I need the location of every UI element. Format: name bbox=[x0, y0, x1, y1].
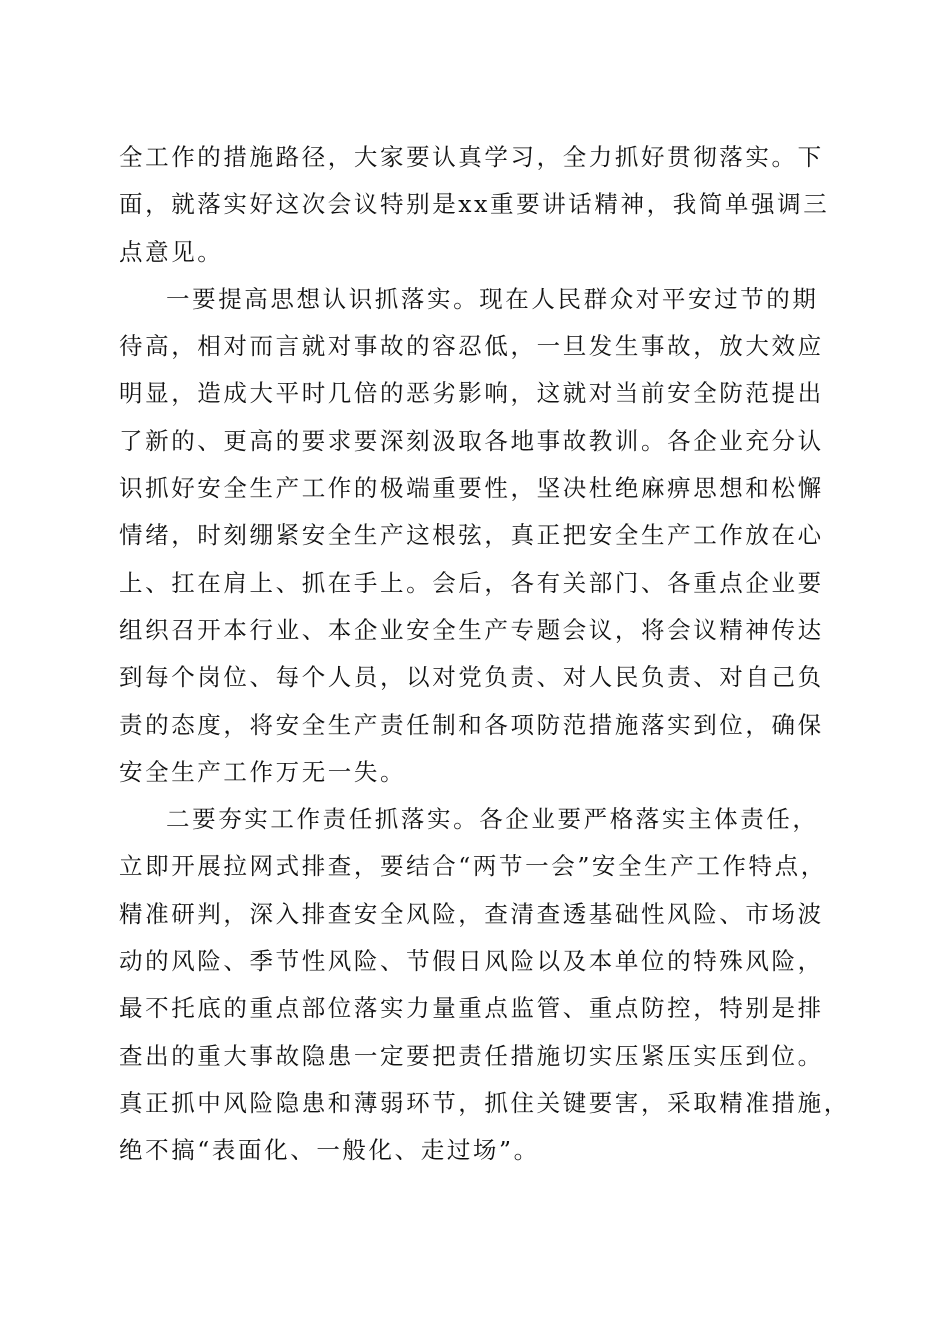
text-line: 了新的、更高的要求要深刻汲取各地事故教训。各企业充分认 bbox=[119, 426, 824, 455]
paragraph-intro bbox=[119, 134, 835, 276]
text-line: 全工作的措施路径，大家要认真学习，全力抓好贯彻落实。下 bbox=[119, 143, 824, 171]
text-line: 绝不搞“表面化、一般化、走过场”。 bbox=[119, 1136, 540, 1165]
text-line: 安全生产工作万无一失。 bbox=[119, 757, 407, 786]
text-line: 动的风险、季节性风险、节假日风险以及本单位的特殊风险， bbox=[119, 947, 824, 976]
paragraph-point-two bbox=[119, 796, 850, 1174]
text-line: 明显，造成大平时几倍的恶劣影响，这就对当前安全防范提出 bbox=[119, 379, 824, 408]
text-line: 识抓好安全生产工作的极端重要性，坚决杜绝麻痹思想和松懈 bbox=[119, 474, 824, 503]
text-line: 二要夯实工作责任抓落实。各企业要严格落实主体责任， bbox=[166, 805, 819, 834]
text-line: 精准研判，深入排查安全风险，查清查透基础性风险、市场波 bbox=[119, 899, 824, 928]
text-line: 查出的重大事故隐患一定要把责任措施切实压紧压实压到位。 bbox=[119, 1041, 824, 1070]
paragraph-point-one bbox=[119, 276, 835, 796]
text-line: 立即开展拉网式排查，要结合“两节一会”安全生产工作特点， bbox=[119, 852, 827, 881]
text-line: 责的态度，将安全生产责任制和各项防范措施落实到位，确保 bbox=[119, 710, 824, 739]
text-line: 情绪，时刻绷紧安全生产这根弦，真正把安全生产工作放在心 bbox=[119, 521, 824, 550]
text-line: 一要提高思想认识抓落实。现在人民群众对平安过节的期 bbox=[166, 284, 819, 313]
text-line: 到每个岗位、每个人员，以对党负责、对人民负责、对自己负 bbox=[119, 663, 824, 692]
text-line: 组织召开本行业、本企业安全生产专题会议，将会议精神传达 bbox=[119, 615, 824, 644]
text-line: 面，就落实好这次会议特别是xx重要讲话精神，我简单强调三 bbox=[119, 190, 830, 219]
document-body bbox=[119, 134, 850, 1175]
text-line: 点意见。 bbox=[119, 237, 224, 266]
text-line: 待高，相对而言就对事故的容忍低，一旦发生事故，放大效应 bbox=[119, 332, 824, 361]
text-line: 真正抓中风险隐患和薄弱环节，抓住关键要害，采取精准措施， bbox=[119, 1088, 850, 1117]
text-line: 最不托底的重点部位落实力量重点监管、重点防控，特别是排 bbox=[119, 994, 824, 1023]
text-line: 上、扛在肩上、抓在手上。会后，各有关部门、各重点企业要 bbox=[119, 568, 824, 597]
